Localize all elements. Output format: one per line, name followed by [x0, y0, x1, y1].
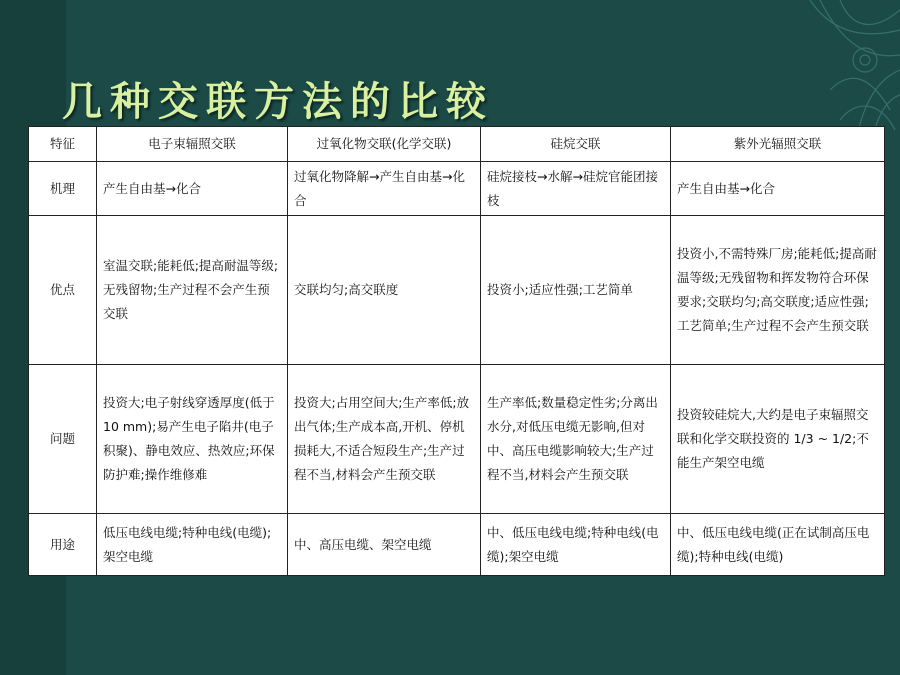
comparison-table-container: [28, 126, 884, 576]
header-peroxide: 过氧化物交联(化学交联): [288, 127, 481, 162]
slide-title: 几种交联方法的比较: [62, 78, 494, 125]
table-cell: 中、低压电线电缆;特种电线(电缆);架空电缆: [481, 514, 671, 576]
table-cell: 硅烷接枝→水解→硅烷官能团接枝: [481, 162, 671, 216]
comparison-table: [28, 126, 885, 576]
table-row: [29, 365, 885, 514]
row-label: 问题: [29, 365, 97, 514]
header-silane: 硅烷交联: [481, 127, 671, 162]
table-cell: 投资大;电子射线穿透厚度(低于 10 mm);易产生电子陷井(电子积聚)、静电效应、热效应;环保防护难;操作维修难: [97, 365, 288, 514]
table-cell: 产生自由基→化合: [97, 162, 288, 216]
row-label: 优点: [29, 216, 97, 365]
table-cell: 过氧化物降解→产生自由基→化合: [288, 162, 481, 216]
table-cell: 生产率低;数量稳定性劣;分离出水分,对低压电缆无影响,但对中、高压电缆影响较大;生产过程不当,材料会产生预交联: [481, 365, 671, 514]
row-label: 用途: [29, 514, 97, 576]
table-cell: 投资较硅烷大,大约是电子束辐照交联和化学交联投资的 1/3 ~ 1/2;不能生产架空电缆: [671, 365, 885, 514]
table-cell: 投资小,不需特殊厂房;能耗低;提高耐温等级;无残留物和挥发物符合环保要求;交联均匀;高交联度;适应性强;工艺简单;生产过程不会产生预交联: [671, 216, 885, 365]
table-cell: 中、高压电缆、架空电缆: [288, 514, 481, 576]
table-cell: 室温交联;能耗低;提高耐温等级;无残留物;生产过程不会产生预交联: [97, 216, 288, 365]
table-row: [29, 162, 885, 216]
row-label: 机理: [29, 162, 97, 216]
table-row: [29, 514, 885, 576]
header-row: [29, 127, 885, 162]
header-feature: 特征: [29, 127, 97, 162]
table-row: [29, 216, 885, 365]
table-cell: 交联均匀;高交联度: [288, 216, 481, 365]
header-electron-beam: 电子束辐照交联: [97, 127, 288, 162]
table-cell: 产生自由基→化合: [671, 162, 885, 216]
header-uv: 紫外光辐照交联: [671, 127, 885, 162]
table-cell: 中、低压电线电缆(正在试制高压电缆);特种电线(电缆): [671, 514, 885, 576]
table-cell: 投资小;适应性强;工艺简单: [481, 216, 671, 365]
table-cell: 投资大;占用空间大;生产率低;放出气体;生产成本高,开机、停机损耗大,不适合短段生产;生产过程不当,材料会产生预交联: [288, 365, 481, 514]
table-cell: 低压电线电缆;特种电线(电缆);架空电缆: [97, 514, 288, 576]
